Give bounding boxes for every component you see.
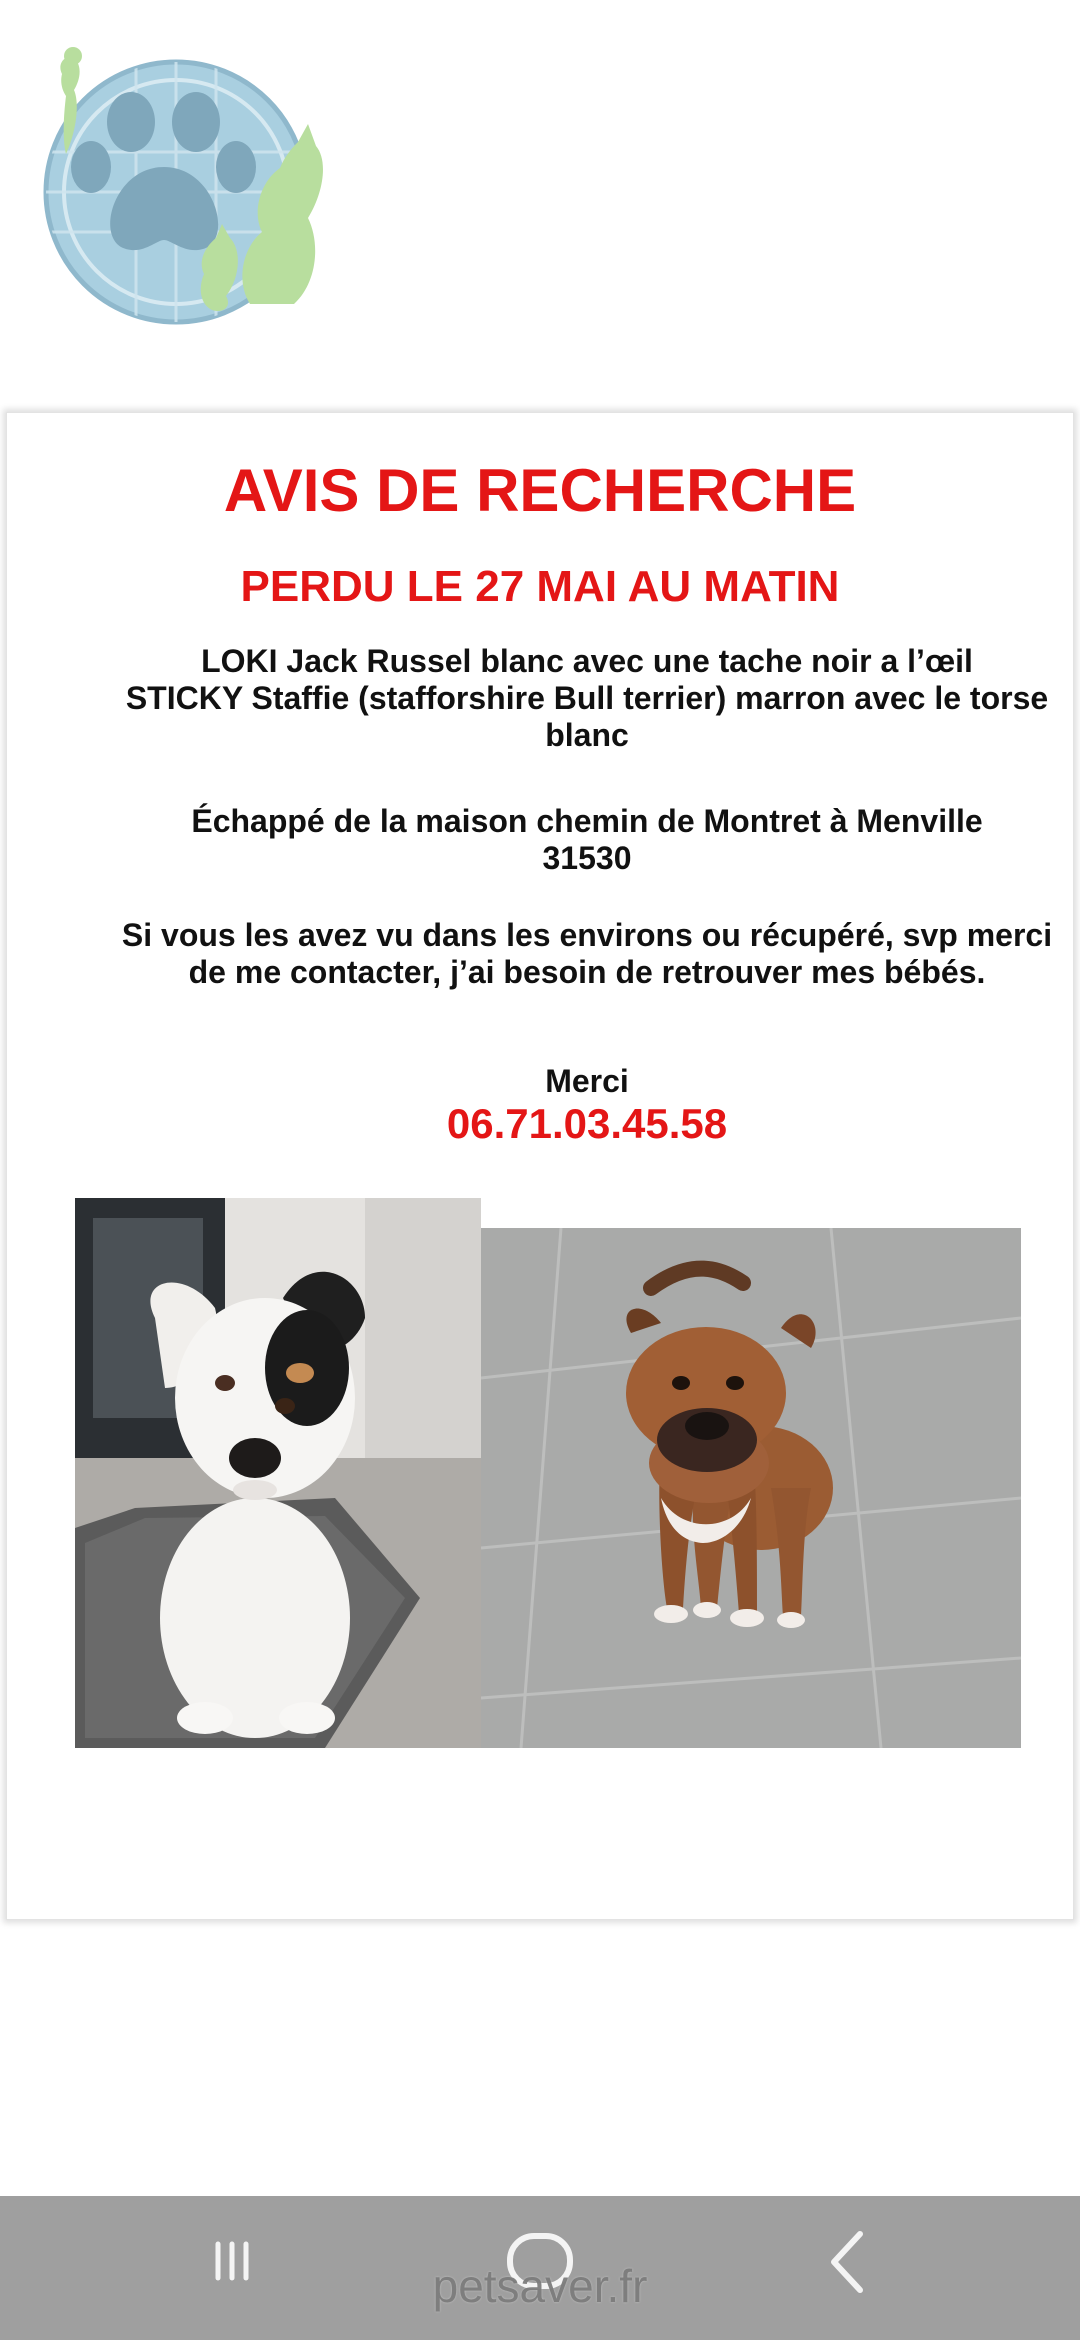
- contact-request: [117, 917, 1057, 991]
- flyer-lost-date: PERDU LE 27 MAI AU MATIN: [240, 562, 840, 611]
- phone-number[interactable]: 06.71.03.45.58: [446, 1100, 728, 1147]
- thanks-text: Merci: [545, 1063, 629, 1099]
- contact-request-text: Si vous les avez vu dans les environs ou récupéré, svp merci de me contacter, j’ai besoin de retrouver mes bébés.: [121, 917, 1053, 990]
- escape-location: [117, 803, 1057, 877]
- petsaver-watermark: petsaver.fr: [432, 2260, 648, 2312]
- petsaver-logo: [36, 42, 336, 327]
- escape-address: Échappé de la maison chemin de Montret à Menville: [191, 803, 983, 839]
- system-navigation-bar: [0, 2196, 1080, 2340]
- jack-russell-dog-photo: [75, 1198, 481, 1748]
- staffie-dog-photo: [481, 1228, 1021, 1748]
- sticky-description: STICKY Staffie (stafforshire Bull terrier) marron avec le torse blanc: [125, 680, 1049, 753]
- escape-postcode: 31530: [542, 840, 632, 876]
- dogs-description: [117, 643, 1057, 754]
- loki-description: LOKI Jack Russel blanc avec une tache noir a l’œil: [201, 643, 973, 679]
- missing-pet-flyer: [6, 412, 1074, 1920]
- flyer-title: AVIS DE RECHERCHE: [223, 457, 857, 524]
